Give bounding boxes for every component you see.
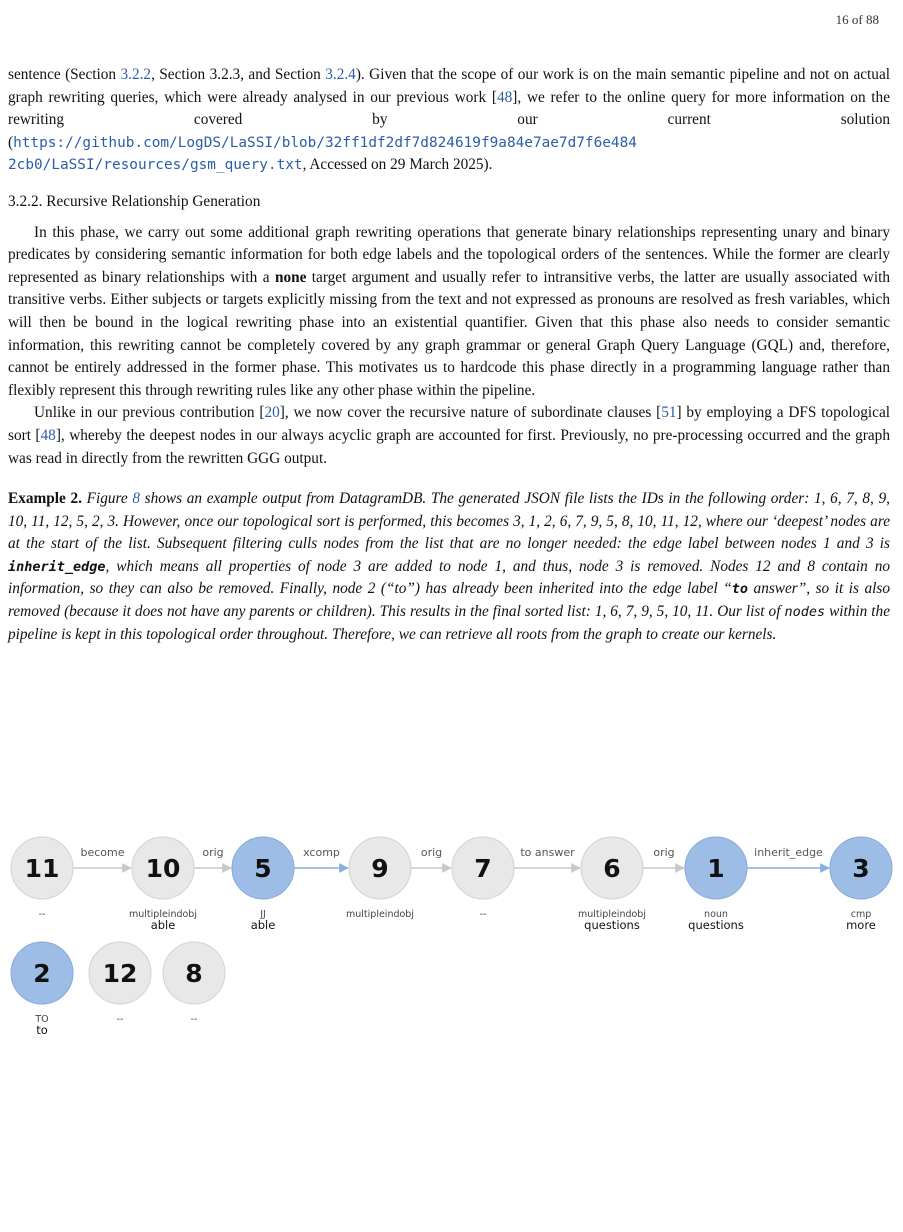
paragraph-1 (8, 222, 890, 403)
node-id: 5 (254, 854, 272, 883)
figure-link-8[interactable]: 8 (132, 490, 141, 508)
bold-none: none (274, 268, 307, 286)
node-id: 6 (603, 854, 621, 883)
intro-paragraph (8, 64, 890, 177)
code-inherit-edge: inherit_edge (8, 558, 106, 575)
edge-label: xcomp (303, 846, 340, 859)
example-2 (8, 488, 890, 646)
edge-label: to answer (520, 846, 575, 859)
node-word: questions (688, 918, 744, 932)
main-text (8, 64, 890, 646)
node-type: -- (38, 909, 46, 920)
citation-link-48[interactable]: 48 (40, 426, 56, 444)
node-type: JJ (260, 909, 266, 920)
text: shows an example output from DatagramDB. The generated JSON file lists the IDs in the following order: 1, 6, 7, 8, 9, 10, 11, 12, 5, 2, 3. However, once our topological sort is performed, this becomes 3, 1, 2, 6, 7, 9, 5, 8, 10, 11, 12, where our ‘deepest’ nodes are at the start of the list. Subsequent filtering culls nodes from the list that are no longer needed: the edge label between nodes 1 and 3 is (8, 490, 891, 553)
section-link-3-2-2[interactable]: 3.2.2 (120, 66, 152, 83)
text: sentence (Section (8, 66, 121, 83)
citation-link-20[interactable]: 20 (264, 404, 280, 422)
text: ], whereby the deepest nodes in our always acyclic graph are accounted for first. Previously, no pre-processing occurred and the graph was read in directly from the rewritten GGG output. (8, 426, 890, 467)
page-number: 16 of 88 (835, 12, 879, 27)
text: In this phase, we carry out some additional graph rewriting operations that generate binary relationships representing unary and binary predicates by considering semantic information for both edge labels and the topological orders of the sentences. While the former are clearly represented as binary relationships with a (8, 223, 890, 286)
text: within the pipeline is kept in this topological order throughout. Therefore, we can retrieve all roots from the graph to create our kernels. (8, 603, 890, 643)
figure-8-graph (0, 828, 903, 1227)
section-link-3-2-4[interactable]: 3.2.4 (325, 66, 356, 83)
node-type: TO (35, 1014, 49, 1025)
text: Figure (81, 490, 133, 508)
node-id: 9 (371, 854, 389, 883)
node-10[interactable] (129, 837, 197, 932)
citation-link-51[interactable]: 51 (661, 404, 677, 422)
node-word: able (250, 918, 276, 932)
node-3[interactable] (830, 837, 892, 932)
github-query-link[interactable]: https://github.com/LogDS/LaSSI/blob/32ff1df2df7d824619f9a84e7ae7d7f6e484 2cb0/LaSSI/resources/gsm_query.txt (8, 134, 637, 174)
edge-label: become (80, 846, 125, 859)
node-word: able (150, 918, 176, 932)
citation-link-48[interactable]: 48 (497, 88, 513, 106)
node-8[interactable] (163, 942, 225, 1025)
node-1[interactable] (685, 837, 747, 932)
node-type: multipleindobj (578, 909, 646, 920)
text: target argument and usually refer to intransitive verbs, the latter are usually associated with transitive verbs. Either subjects or targets explicitly missing from the text and not expressed as pronouns are resolved as fresh variables, which will then be bound in the logical rewriting phase into an existential quantifier. Given that this phase also needs to consider semantic information, this rewriting cannot be completely covered by any graph grammar or general Graph Query Language (GQL) and, therefore, cannot be entirely addressed in the former phase. This motivates us to hardcode this phase directly in a programming language rather than flexibly represent this through rewriting rules like any other phase within the pipeline. (8, 268, 890, 399)
node-7[interactable] (452, 837, 514, 920)
edge-label: orig (420, 846, 443, 859)
example-label: Example 2. (8, 490, 82, 508)
text: answer”, so it is also removed (because it does not have any parents or children). This results in the final sorted list: 1, 6, 7, 9, 5, 10, 11. Our list of (8, 580, 890, 621)
node-type: -- (116, 1014, 124, 1025)
node-2[interactable] (11, 942, 73, 1037)
node-id: 2 (33, 959, 51, 988)
node-9[interactable] (346, 837, 414, 920)
node-type: cmp (850, 909, 872, 920)
node-6[interactable] (578, 837, 646, 932)
text: ], we refer to the online query for more information on the rewriting covered by our current solution ( (8, 88, 890, 151)
node-id: 3 (852, 854, 870, 883)
edge-label: orig (653, 846, 675, 859)
node-id: 8 (185, 959, 203, 988)
edge-label: orig (202, 846, 224, 859)
text: , Accessed on 29 March 2025). (302, 156, 493, 174)
code-nodes: nodes (784, 604, 826, 621)
text: ] by employing a DFS topological sort [ (8, 404, 890, 444)
node-id: 11 (24, 854, 60, 883)
node-id: 1 (707, 854, 725, 883)
node-5[interactable] (232, 837, 294, 932)
node-id: 7 (474, 854, 492, 883)
node-type: multipleindobj (129, 909, 197, 920)
text: , which means all properties of node 3 are added to node 1, and thus, node 3 is removed. Nodes 12 and 8 contain no information, so they can also be removed. Finally, node 2 (“to”) has already been inherited into the edge label “ (8, 557, 890, 598)
edge-label: inherit_edge (754, 846, 823, 859)
graph-canvas (0, 828, 903, 1227)
text: ). Given that the scope of our work is on the main semantic pipeline and not on actual graph rewriting queries, which were already analysed in our previous work [ (8, 66, 890, 106)
node-type: noun (704, 909, 728, 920)
node-word: questions (584, 918, 640, 932)
node-type: -- (190, 1014, 198, 1025)
subsection-title: 3.2.2. Recursive Relationship Generation (8, 192, 261, 210)
node-type: -- (479, 909, 487, 920)
node-id: 12 (102, 959, 138, 988)
paragraph-2 (8, 402, 890, 470)
node-word: more (846, 918, 876, 932)
text: ], we now cover the recursive nature of subordinate clauses [ (279, 404, 662, 422)
node-word: to (36, 1023, 48, 1037)
node-id: 10 (145, 854, 181, 883)
node-type: multipleindobj (346, 909, 414, 920)
node-12[interactable] (89, 942, 151, 1025)
code-to: to (731, 581, 749, 598)
node-11[interactable] (11, 837, 73, 920)
text: Unlike in our previous contribution [ (34, 404, 265, 422)
text: , Section 3.2.3, and Section (151, 66, 326, 83)
